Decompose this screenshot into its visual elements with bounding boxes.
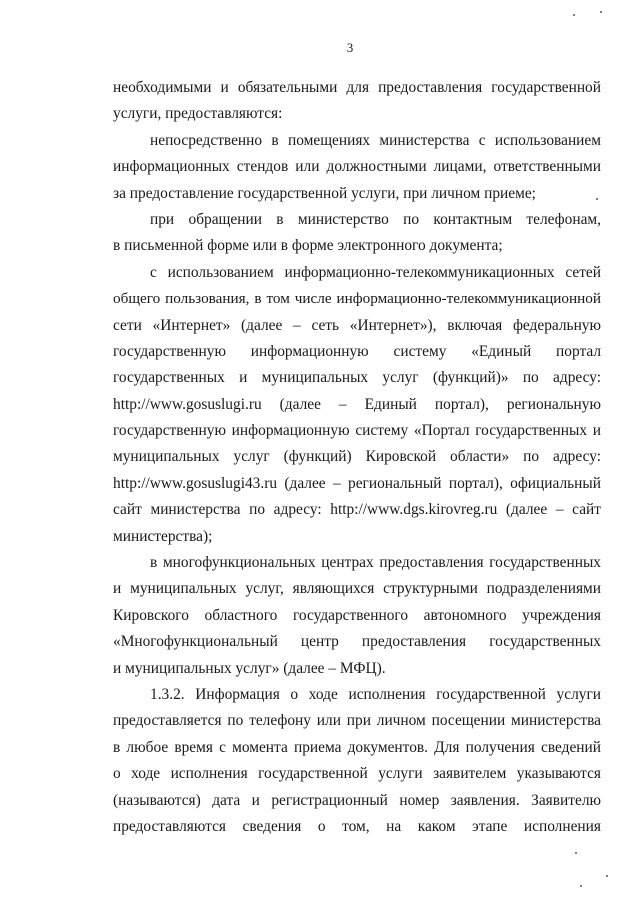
text-line: 1.3.2. Информация о ходе исполнения государственной услуги [150, 685, 601, 703]
text-line: в многофункциональных центрах предоставления государственных [150, 554, 601, 572]
text-line: муниципальных услуг (функций) Кировской области» по адресу: [113, 448, 601, 466]
text-line: http://www.gosuslugi43.ru (далее – региональный портал), официальный [113, 474, 601, 492]
text-line: общего пользования, в том числе информационно-телекоммуникационной [113, 290, 601, 308]
text-line: http://www.gosuslugi.ru (далее – Единый портал), региональную [113, 395, 601, 413]
page-number: 3 [346, 40, 354, 55]
text-line: и муниципальных услуг, являющихся структурными подразделениями [113, 580, 601, 598]
text-line: предоставляется по телефону или при личном посещении министерства [113, 712, 601, 730]
text-line: государственную информационную систему «Портал государственных и [113, 422, 601, 440]
text-line: при обращении в министерство по контактным телефонам, [150, 210, 601, 228]
text-line: непосредственно в помещениях министерства с использованием [150, 131, 601, 149]
scan-speck [573, 14, 575, 16]
document-body [113, 75, 601, 840]
scan-speck [596, 198, 598, 200]
text-line: в любое время с момента приема документов. Для получения сведений [113, 738, 601, 756]
scan-speck [580, 885, 582, 887]
text-line: государственную информационную систему «Единый портал [113, 342, 601, 360]
text-line: информационных стендов или должностными лицами, ответственными [113, 158, 601, 176]
text-line: министерства); [113, 527, 213, 545]
text-line: услуги, предоставляются: [113, 105, 283, 123]
text-line: с использованием информационно-телекоммуникационных сетей [150, 263, 601, 281]
scan-speck [606, 875, 608, 877]
scan-speck [600, 11, 602, 13]
text-line: в письменной форме или в форме электронного документа; [113, 237, 503, 255]
text-line: «Многофункциональный центр предоставления государственных [113, 633, 601, 651]
text-line: (называются) дата и регистрационный номер заявления. Заявителю [113, 791, 601, 809]
text-line: необходимыми и обязательными для предоставления государственной [113, 79, 601, 96]
text-line: Кировского областного государственного автономного учреждения [113, 606, 601, 624]
text-line: и муниципальных услуг» (далее – МФЦ). [113, 659, 386, 677]
text-line: предоставляются сведения о том, на каком этапе исполнения [113, 817, 601, 835]
text-line: сайт министерства по адресу: http://www.dgs.kirovreg.ru (далее – сайт [113, 501, 601, 519]
text-line: сети «Интернет» (далее – сеть «Интернет»), включая федеральную [113, 316, 601, 334]
text-line: государственных и муниципальных услуг (функций)» по адресу: [113, 369, 601, 387]
scan-speck [575, 852, 577, 854]
text-line: за предоставление государственной услуги, при личном приеме; [113, 184, 536, 202]
text-line: о ходе исполнения государственной услуги заявителем указываются [113, 765, 601, 783]
